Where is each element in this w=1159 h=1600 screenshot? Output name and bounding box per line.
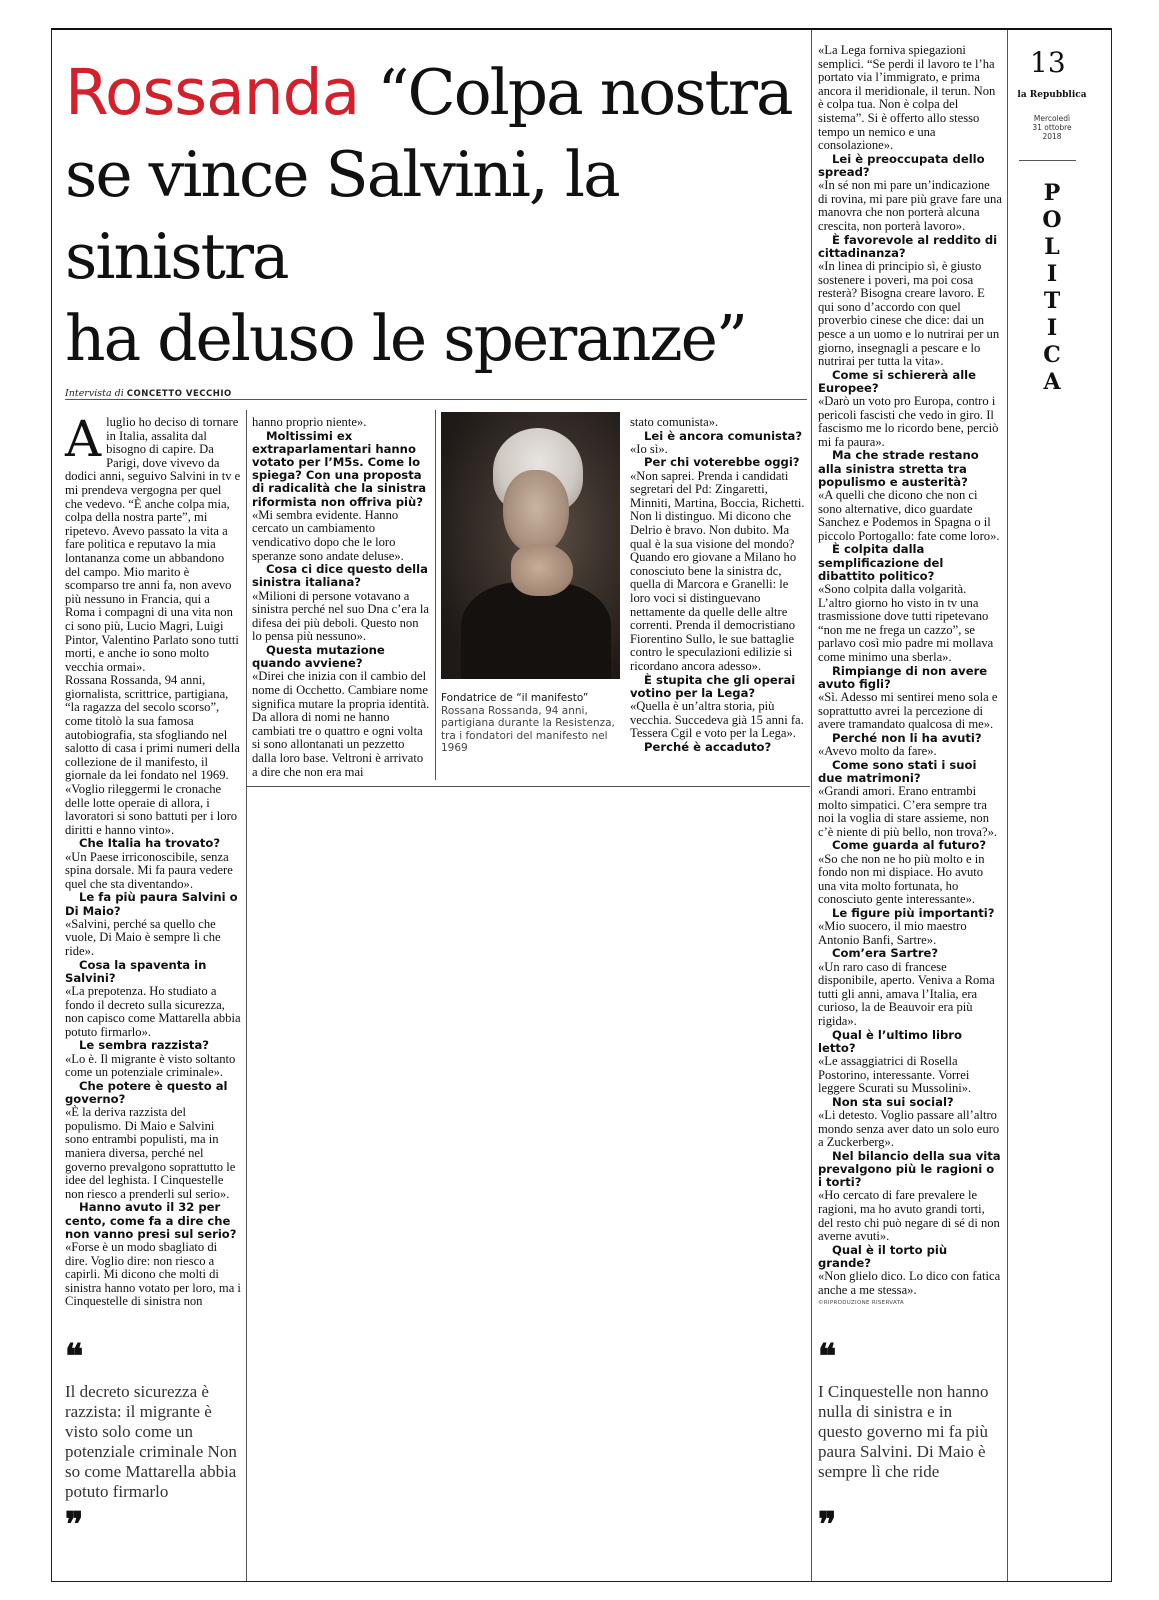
pullquote-right: I Cinquestelle non hanno nulla di sinistra e in questo governo mi fa più paura Salvini. Di Maio è sempre lì che ride <box>818 1382 989 1481</box>
page-number: 13 <box>1030 46 1066 79</box>
question: Moltissimi ex extraparlamentari hanno votato per l’M5s. Come lo spiega? Con una proposta di radicalità che la sinistra riformista non offriva più? <box>252 428 427 509</box>
portrait-photo <box>441 412 620 679</box>
answer: «Direi che inizia con il cambio del nome di Occhetto. Cambiare nome significa mutare la propria identità. Da allora di nomi ne hanno cambiati tre o quattro e ogni volta si sono allontanati un pezzetto dalla loro base. Veltroni è arrivato a dire che non era mai <box>252 669 430 779</box>
intro-text: luglio ho deciso di tornare in Italia, assalita dal bisogno di capire. Da Parigi, dove vivevo da dodici anni, seguivo Salvini in tv e mi prendeva vergogna per quel che vedevo. “È anche colpa mia, colpa della nostra parte”, mi ripetevo. Avevo passato la vita a fare politica e reputavo la mia lontananza come un abbandono del campo. Mio marito è scomparso tre anni fa, non avevo più nessuno in Francia, qui a Roma i compagni di una vita non ci sono più, Lucio Magri, Luigi Pintor, Valentino Parlato sono tutti morti, e anche io sono molto vecchia ormai». <box>65 415 241 674</box>
photo-caption <box>441 692 626 755</box>
issue-date <box>1017 114 1087 141</box>
section-letter: P <box>1043 180 1061 206</box>
answer: «Sì. Adesso mi sentirei meno sola e soprattutto avrei la percezione di avere tramandato qualcosa di me». <box>818 690 998 732</box>
sidebar-divider <box>1007 30 1008 1581</box>
question: Hanno avuto il 32 per cento, come fa a dire che non vanno presi sul serio? <box>65 1200 237 1241</box>
byline-rule <box>65 399 807 400</box>
section-letter: T <box>1043 288 1061 314</box>
question: Perché non li ha avuti? <box>832 730 982 745</box>
date-date: 31 ottobre <box>1032 123 1072 132</box>
answer: «Un raro caso di francese disponibile, aperto. Veniva a Roma tutti gli anni, amava l’Italia, era curioso, la de Beauvoir era più rigida». <box>818 959 995 1028</box>
question: Come sono stati i suoi due matrimoni? <box>818 757 977 785</box>
answer: «Un Paese irriconoscibile, senza spina dorsale. Mi fa paura vedere quel che sta diventando». <box>65 849 233 891</box>
section-letter: L <box>1044 234 1060 260</box>
blank-ad-space <box>246 786 810 1584</box>
answer: hanno proprio niente». <box>252 415 367 429</box>
byline-author: CONCETTO VECCHIO <box>126 389 232 399</box>
pullquote-open-mark: ❝ <box>818 1337 837 1377</box>
article-column-2 <box>252 416 430 779</box>
section-label <box>1031 180 1073 396</box>
answer: «La prepotenza. Ho studiato a fondo il decreto sulla sicurezza, non capisco come Mattarella abbia potuto firmarlo». <box>65 983 241 1039</box>
answer: «Forse è un modo sbagliato di dire. Voglio dire: non riesco a capirli. Mi dicono che molti di sinistra hanno votato per loro, ma i Cinquestelle di sinistra non <box>65 1239 241 1309</box>
question: È colpita dalla semplificazione del dibattito politico? <box>818 542 944 583</box>
answer: «A quelli che dicono che non ci sono alternative, dico guardate Sanchez e Podemos in Spagna o il piccolo Portogallo: fate come loro». <box>818 488 1000 543</box>
question: Come guarda al futuro? <box>832 838 987 853</box>
section-letter: C <box>1043 342 1061 368</box>
question: Che potere è questo al governo? <box>65 1078 228 1106</box>
question: Ma che strade restano alla sinistra stretta tra populismo e austerità? <box>818 448 979 489</box>
answer: «Le assaggiatrici di Rosella Postorino, interessante. Vorrei leggere Scurati su Mussolini». <box>818 1053 972 1096</box>
section-letter: O <box>1042 207 1062 233</box>
answer: «Avevo molto da fare». <box>818 744 937 759</box>
question: Questa mutazione quando avviene? <box>252 642 385 671</box>
byline-prefix: Intervista di <box>65 388 124 399</box>
question: Per chi voterebbe oggi? <box>644 455 800 470</box>
answer: «Darò un voto pro Europa, contro i pericoli fascisti che vedo in giro. Il fascismo me lo ricordo bene, perciò mi fa paura». <box>818 394 999 449</box>
answer: «Non glielo dico. Lo dico con fatica anche a me stessa». <box>818 1269 1001 1297</box>
question: Cosa ci dice questo della sinistra italiana? <box>252 562 428 590</box>
intro-paragraph <box>65 410 241 674</box>
answer: «Grandi amori. Erano entrambi molto simpatici. C’era sempre tra noi la voglia di stare assieme, non c’è niente di più bello, non trova?». <box>818 784 998 839</box>
caption-title: Fondatrice de “il manifesto” <box>441 692 589 704</box>
question: Non sta sui social? <box>832 1094 954 1109</box>
section-letter: A <box>1043 369 1061 395</box>
answer: «Lo è. Il migrante è visto soltanto come un potenziale criminale». <box>65 1051 236 1080</box>
question: Cosa la spaventa in Salvini? <box>65 957 207 985</box>
answer: stato comunista». <box>630 415 719 429</box>
question: Qual è il torto più grande? <box>818 1242 948 1270</box>
answer: «So che non ne ho più molto e in fondo non mi dispiace. Ho avuto una vita molto fortunata, ho conosciuto gente interessante». <box>818 851 985 907</box>
drop-cap: A <box>65 410 102 468</box>
answer: «Milioni di persone votavano a sinistra perché nel suo Dna c’era la difesa dei più deboli. Questo non lo pensa più nessuno». <box>252 588 429 644</box>
question: Lei è preoccupata dello spread? <box>818 151 985 179</box>
headline-line2: se vince Salvini, la sinistra <box>65 138 619 293</box>
question: Le figure più importanti? <box>832 905 995 920</box>
answer: «Sono colpita dalla volgarità. L’altro giorno ho visto in tv una trasmissione dove tutti ripetevano “non me ne frega un cazzo”, se parlavo così mio padre mi mollava come minimo una sberla». <box>818 582 994 665</box>
answer: «Non saprei. Prenda i candidati segretari del Pd: Zingaretti, Minniti, Martina, Boccia, Richetti. Non li distinguo. Mi dicono che Delrio è bravo. Non dubito. Ma qual è la sua visione del mondo? Quando ero giovane a Milano ho conosciuto bene la sinistra dc, quella di Marcora e Granelli: le loro voci si distinguevano nettamente da quelle delle altre correnti. Prenda il democristiano Fiorentino Sullo, le sue battaglie contro le speculazioni edilizie si ricordano ancora adesso». <box>630 468 805 673</box>
intro-paragraph-2: Rossana Rossanda, 94 anni, giornalista, scrittrice, partigiana, “la ragazza del secolo scorso”, come titolò la sua famosa autobiografia, sta sfogliando nel salotto di casa i primi numeri della collezione de il manifesto, il giornale da lei fondato nel 1969. «Voglio rileggermi le cronache delle lotte operaie di allora, i lavoratori si sono battuti per i loro diritti e hanno vinto». <box>65 673 240 837</box>
answer: «In linea di principio sì, è giusto sostenere i poveri, ma poi cosa resterà? Bisogna creare lavoro. E qui sono d’accordo con quel proverbio cinese che dice: dai un pesce a un uomo e lo nutrirai per un giorno, insegnagli a pescare e lo nutrirai per tutta la vita». <box>818 258 1000 369</box>
question: Lei è ancora comunista? <box>644 428 803 443</box>
question: Perché è accaduto? <box>644 739 772 754</box>
headline-line1: “Colpa nostra <box>377 56 792 129</box>
headline <box>65 52 825 380</box>
question: Le sembra razzista? <box>79 1038 210 1053</box>
article-column-4 <box>818 44 1002 1311</box>
answer: «Ho cercato di fare prevalere le ragioni, ma ho avuto grandi torti, del resto chi può negare di sé di non averne avuti». <box>818 1188 1000 1244</box>
byline <box>65 388 232 399</box>
question: È stupita che gli operai votino per la Lega? <box>630 672 796 700</box>
answer: «Li detesto. Voglio passare all’altro mondo senza aver dato un solo euro a Zuckerberg». <box>818 1107 1000 1150</box>
newspaper-page <box>51 28 1112 1582</box>
pullquote-close-mark: ❞ <box>65 1505 84 1545</box>
question: Rimpiange di non avere avuto figli? <box>818 663 988 691</box>
date-rule <box>1019 160 1076 161</box>
answer: «In sé non mi pare un’indicazione di rovina, mi pare più grave fare una manovra che non porterà alcuna crescita, non porterà lavoro». <box>818 178 1002 233</box>
date-day: Mercoledì <box>1033 114 1071 123</box>
date-year: 2018 <box>1042 132 1062 141</box>
copyright-notice: ©RIPRODUZIONE RISERVATA <box>818 1300 904 1307</box>
question: Nel bilancio della sua vita prevalgono più le ragioni o i torti? <box>818 1148 1001 1190</box>
question: Come si schiererà alle Europee? <box>818 367 977 395</box>
headline-name: Rossanda <box>65 56 360 129</box>
article-column-3 <box>630 416 806 754</box>
pullquote-close-mark: ❞ <box>818 1505 837 1545</box>
answer: «Salvini, perché sa quello che vuole, Di Maio è sempre lì che ride». <box>65 916 221 958</box>
headline-line3: ha deluso le speranze” <box>65 302 747 375</box>
column-divider <box>435 410 436 780</box>
caption-text: Rossana Rossanda, 94 anni, partigiana durante la Resistenza, tra i fondatori del manifesto nel 1969 <box>441 704 615 754</box>
answer: «Mio suocero, il mio maestro Antonio Banfi, Sartre». <box>818 919 967 947</box>
pullquote-left: Il decreto sicurezza è razzista: il migrante è visto solo come un potenziale criminale Non so come Mattarella abbia potuto firmarlo <box>65 1382 237 1501</box>
newspaper-name: la Repubblica <box>1017 90 1087 100</box>
question: È favorevole al reddito di cittadinanza? <box>818 232 998 260</box>
article-column-1 <box>65 410 241 1309</box>
answer: «Io sì». <box>630 441 668 456</box>
question: Qual è l’ultimo libro letto? <box>818 1027 962 1055</box>
question: Le fa più paura Salvini o Di Maio? <box>65 890 238 918</box>
section-letter: I <box>1046 315 1058 341</box>
question: Che Italia ha trovato? <box>79 836 221 851</box>
question: Com’era Sartre? <box>832 946 939 961</box>
answer: «La Lega forniva spiegazioni semplici. “Se perdi il lavoro te l’ha portato via l’immigrato, e prima ancora il meridionale, il terun. Non è colpa tua. Non è colpa del sistema”. Si è offerto allo stesso tempo un nemico e una consolazione». <box>818 43 996 153</box>
answer: «Quella è un’altra storia, più vecchia. Succedeva già 15 anni fa. Tessera Cgil e voto per la Lega». <box>630 698 804 741</box>
section-letter: I <box>1046 261 1058 287</box>
answer: «È la deriva razzista del populismo. Di Maio e Salvini sono entrambi populisti, ma in maniera diversa, perché nel governo prevalgono soprattutto le idee del leghista. I Cinquestelle non riesco a prenderli sul serio». <box>65 1105 236 1201</box>
pullquote-open-mark: ❝ <box>65 1337 84 1377</box>
answer: «Mi sembra evidente. Hanno cercato un cambiamento vendicativo dopo che le loro speranze sono andate deluse». <box>252 507 404 563</box>
